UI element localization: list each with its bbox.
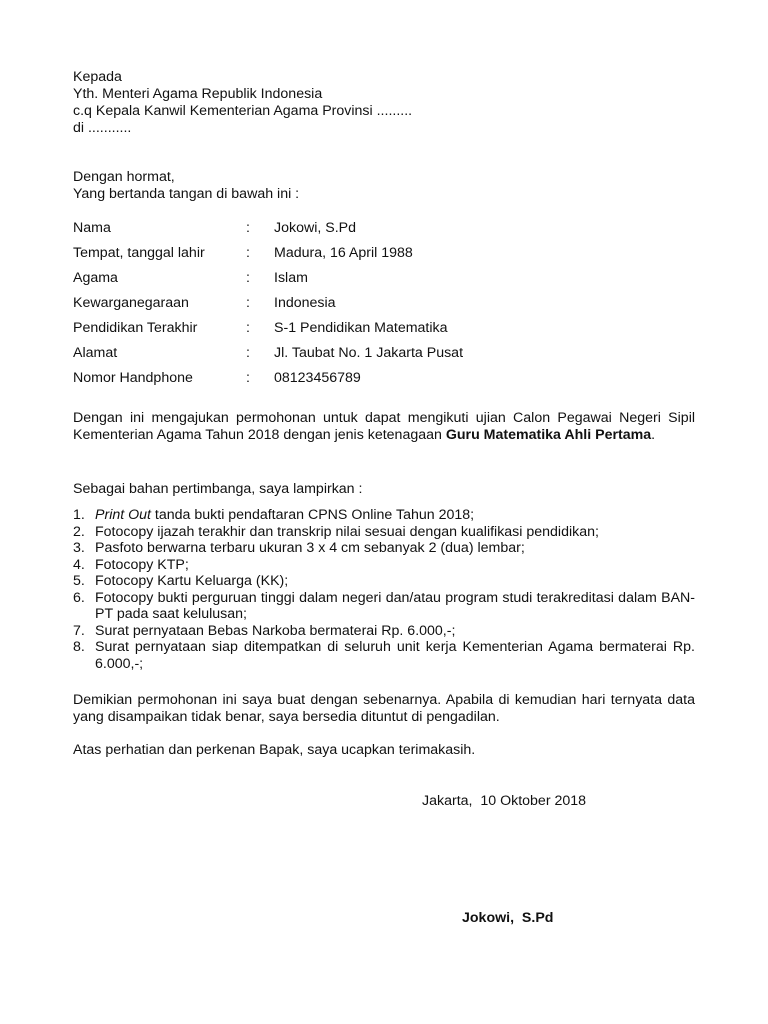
recipient-cq: c.q Kepala Kanwil Kementerian Agama Provinsi ......... (73, 103, 413, 119)
field-colon: : (246, 270, 250, 286)
greeting: Dengan hormat, (73, 169, 175, 185)
place-date: Jakarta, 10 Oktober 2018 (422, 793, 587, 809)
list-text: Pasfoto berwarna terbaru ukuran 3 x 4 cm sebanyak 2 (dua) lembar; (95, 540, 525, 556)
field-label: Tempat, tanggal lahir (73, 245, 205, 261)
recipient-di: di ........... (73, 120, 132, 136)
closing-statement: Demikian permohonan ini saya buat dengan sebenarnya. Apabila di kemudian hari ternyata data yang disampaikan tidak benar, saya bersedia dituntut di pengadilan. (73, 692, 695, 725)
field-colon: : (246, 295, 250, 311)
field-value: Islam (274, 270, 308, 286)
signature-name: Jokowi, S.Pd (462, 910, 554, 926)
field-label: Pendidikan Terakhir (73, 320, 198, 336)
list-number: 6. (73, 589, 85, 606)
attachments-intro: Sebagai bahan pertimbanga, saya lampirkan : (73, 481, 363, 497)
list-number: 2. (73, 523, 85, 540)
field-value: Jl. Taubat No. 1 Jakarta Pusat (274, 345, 464, 361)
list-text: Fotocopy ijazah terakhir dan transkrip nilai sesuai dengan kualifikasi pendidikan; (95, 523, 599, 540)
field-colon: : (246, 220, 250, 236)
list-text: tanda bukti pendaftaran CPNS Online Tahun 2018; (150, 507, 475, 523)
field-value: 08123456789 (274, 370, 361, 386)
list-item (73, 524, 695, 541)
intro-line: Yang bertanda tangan di bawah ini : (73, 186, 300, 202)
recipient-minister: Yth. Menteri Agama Republik Indonesia (73, 86, 323, 102)
list-item (73, 590, 695, 623)
list-text: Surat pernyataan Bebas Narkoba bermaterai Rp. 6.000,-; (95, 622, 456, 639)
list-item (73, 507, 695, 524)
list-item (73, 573, 695, 590)
list-item (73, 623, 695, 640)
application-paragraph (73, 410, 695, 444)
field-value: Madura, 16 April 1988 (274, 245, 413, 261)
list-number: 7. (73, 622, 85, 639)
list-item (73, 540, 695, 557)
list-number: 1. (73, 507, 85, 523)
list-number: 4. (73, 556, 85, 573)
attachments-list (73, 507, 695, 672)
field-value: Jokowi, S.Pd (274, 220, 357, 236)
list-text: Fotocopy bukti perguruan tinggi dalam negeri dan/atau program studi terakreditasi dalam BAN-PT pada saat kelulusan; (95, 589, 695, 622)
list-number: 3. (73, 540, 85, 556)
field-value: Indonesia (274, 295, 336, 311)
field-colon: : (246, 245, 250, 261)
field-colon: : (246, 320, 250, 336)
field-label: Kewarganegaraan (73, 295, 189, 311)
list-number: 8. (73, 639, 85, 655)
list-text: Surat pernyataan siap ditempatkan di seluruh unit kerja Kementerian Agama bermaterai Rp. 6.000,-; (95, 639, 695, 672)
list-text: Fotocopy Kartu Keluarga (KK); (95, 573, 289, 589)
list-number: 5. (73, 573, 85, 589)
list-item (73, 639, 695, 672)
list-item (73, 557, 695, 574)
field-label: Alamat (73, 345, 118, 361)
field-colon: : (246, 370, 250, 386)
field-value: S-1 Pendidikan Matematika (274, 320, 448, 336)
field-label: Nama (73, 220, 111, 236)
closing-thanks: Atas perhatian dan perkenan Bapak, saya ucapkan terimakasih. (73, 742, 476, 758)
application-text: Dengan ini mengajukan permohonan untuk dapat mengikuti ujian Calon Pegawai Negeri Sipil Kementerian Agama Tahun 2018 dengan jenis ketenagaan (73, 410, 695, 443)
application-position: Guru Matematika Ahli Pertama (445, 427, 652, 443)
field-label: Agama (73, 270, 118, 286)
list-text: Fotocopy KTP; (95, 556, 189, 573)
list-italic-text: Print Out (95, 507, 151, 523)
recipient-kepada: Kepada (73, 69, 122, 85)
field-label: Nomor Handphone (73, 370, 193, 386)
application-end: . (651, 427, 656, 443)
field-colon: : (246, 345, 250, 361)
